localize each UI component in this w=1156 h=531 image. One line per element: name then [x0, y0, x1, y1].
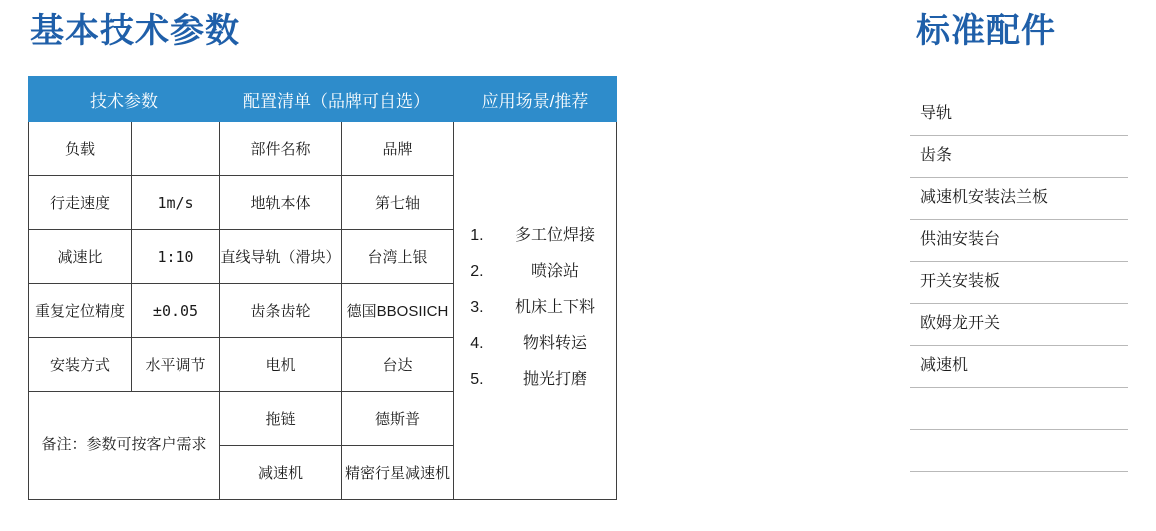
- config-part: 减速机: [220, 446, 342, 500]
- spec-value: 1m/s: [132, 176, 220, 230]
- header-application: 应用场景/推荐: [454, 77, 617, 122]
- list-item: [910, 388, 1128, 430]
- table-row: [29, 122, 617, 176]
- config-brand-header: 品牌: [342, 122, 454, 176]
- basic-spec-section: [28, 0, 628, 500]
- config-brand: 德国BBOSIICH: [342, 284, 454, 338]
- accessories-list: [910, 94, 1128, 472]
- page-title-left: 基本技术参数: [30, 12, 240, 50]
- config-brand: 精密行星减速机: [342, 446, 454, 500]
- list-item: [910, 430, 1128, 472]
- spec-name: 行走速度: [29, 176, 132, 230]
- spec-table: [28, 76, 617, 500]
- header-config: 配置清单（品牌可自选）: [220, 77, 454, 122]
- config-part-header: 部件名称: [220, 122, 342, 176]
- list-item: 齿条: [910, 136, 1128, 178]
- list-item: 4. 物料转运: [488, 334, 616, 354]
- config-part: 直线导轨（滑块）: [220, 230, 342, 284]
- spec-name: 安装方式: [29, 338, 132, 392]
- list-item: 1. 多工位焊接: [488, 226, 616, 246]
- spec-value: 水平调节: [132, 338, 220, 392]
- applications-cell: [454, 122, 617, 500]
- list-item: 减速机: [910, 346, 1128, 388]
- config-part: 地轨本体: [220, 176, 342, 230]
- list-item: 5. 抛光打磨: [488, 370, 616, 390]
- spec-value: 1:10: [132, 230, 220, 284]
- list-item: 开关安装板: [910, 262, 1128, 304]
- spec-value: ±0.05: [132, 284, 220, 338]
- config-brand: 台湾上银: [342, 230, 454, 284]
- list-item: 3. 机床上下料: [488, 298, 616, 318]
- spec-value: [132, 122, 220, 176]
- spec-note: 备注：参数可按客户需求: [29, 392, 220, 500]
- header-spec: 技术参数: [29, 77, 220, 122]
- list-item: 供油安装台: [910, 220, 1128, 262]
- config-brand: 台达: [342, 338, 454, 392]
- standard-accessories-section: [910, 0, 1140, 472]
- spec-name: 重复定位精度: [29, 284, 132, 338]
- applications-list: [454, 226, 616, 390]
- config-part: 电机: [220, 338, 342, 392]
- config-brand: 德斯普: [342, 392, 454, 446]
- list-item: 减速机安装法兰板: [910, 178, 1128, 220]
- list-item: 2. 喷涂站: [488, 262, 616, 282]
- spec-name: 减速比: [29, 230, 132, 284]
- list-item: 欧姆龙开关: [910, 304, 1128, 346]
- spec-name: 负载: [29, 122, 132, 176]
- config-part: 齿条齿轮: [220, 284, 342, 338]
- page-title-right: 标准配件: [916, 12, 1056, 50]
- config-part: 拖链: [220, 392, 342, 446]
- list-item: 导轨: [910, 94, 1128, 136]
- config-brand: 第七轴: [342, 176, 454, 230]
- table-header-row: [29, 77, 617, 122]
